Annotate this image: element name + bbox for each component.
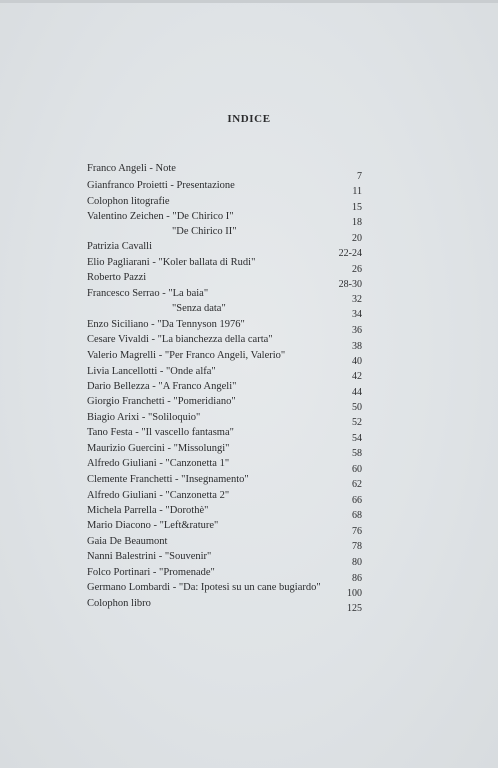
index-entry: Giorgio Franchetti - "Pomeridiano": [87, 396, 236, 407]
page-number: 50: [352, 402, 362, 413]
index-entry: Clemente Franchetti - "Insegnamento": [87, 474, 249, 485]
page-number: 26: [352, 264, 362, 275]
page-number: 125: [347, 603, 362, 614]
index-entry: "Senza data": [172, 303, 226, 314]
index-entry: Cesare Vivaldi - "La bianchezza della carta": [87, 334, 273, 345]
index-entry: Tano Festa - "Il vascello fantasma": [87, 427, 234, 438]
page-number: 78: [352, 541, 362, 552]
index-entry: Colophon libro: [87, 598, 151, 609]
page-number: 40: [352, 356, 362, 367]
index-entry: Maurizio Guercini - "Missolungi": [87, 443, 230, 454]
page-number: 52: [352, 417, 362, 428]
page-number: 28-30: [338, 279, 362, 290]
page-number: 32: [352, 294, 362, 305]
page-number: 38: [352, 341, 362, 352]
page-number: 86: [352, 573, 362, 584]
page-number: 18: [352, 217, 362, 228]
page-number: 60: [352, 464, 362, 475]
index-entry: Dario Bellezza - "A Franco Angeli": [87, 381, 237, 392]
index-entry: Gaia De Beaumont: [87, 536, 168, 547]
index-entry: Folco Portinari - "Promenade": [87, 567, 215, 578]
index-entry: Valerio Magrelli - "Per Franco Angeli, Valerio": [87, 350, 286, 361]
index-entry: Gianfranco Proietti - Presentazione: [87, 180, 235, 191]
page-number: 58: [352, 448, 362, 459]
page-number: 34: [352, 309, 362, 320]
index-entry: Elio Pagliarani - "Koler ballata di Rudi": [87, 257, 256, 268]
index-entry: Enzo Siciliano - "Da Tennyson 1976": [87, 319, 245, 330]
index-entry: Michela Parrella - "Dorothè": [87, 505, 209, 516]
index-entry: Colophon litografie: [87, 196, 170, 207]
page-number: 7: [357, 171, 362, 182]
page-number: 68: [352, 510, 362, 521]
page-top-edge: [0, 0, 498, 3]
page-number: 66: [352, 495, 362, 506]
page-number: 36: [352, 325, 362, 336]
page-number: 15: [352, 202, 362, 213]
page-number: 54: [352, 433, 362, 444]
index-entry: Francesco Serrao - "La baia": [87, 288, 209, 299]
index-entry: Valentino Zeichen - "De Chirico I": [87, 211, 234, 222]
page-number: 11: [352, 186, 362, 197]
page-number: 62: [352, 479, 362, 490]
page-number: 100: [347, 588, 362, 599]
page-number: 80: [352, 557, 362, 568]
page-number: 44: [352, 387, 362, 398]
page-number: 22-24: [338, 248, 362, 259]
index-entry: Nanni Balestrini - "Souvenir": [87, 551, 212, 562]
index-entry: Biagio Arixi - "Soliloquio": [87, 412, 201, 423]
index-entry: Alfredo Giuliani - "Canzonetta 2": [87, 490, 230, 501]
index-entry: Roberto Pazzi: [87, 272, 147, 283]
index-entry: "De Chirico II": [172, 226, 237, 237]
index-entry: Mario Diacono - "Left&rature": [87, 520, 219, 531]
page-number: 42: [352, 371, 362, 382]
index-entry: Alfredo Giuliani - "Canzonetta 1": [87, 458, 230, 469]
page-number: 76: [352, 526, 362, 537]
page-title: INDICE: [227, 113, 271, 125]
page-number: 20: [352, 233, 362, 244]
index-entry: Franco Angeli - Note: [87, 163, 176, 174]
index-entry: Germano Lombardi - "Da: Ipotesi su un cane bugiardo": [87, 582, 321, 593]
index-entry: Livia Lancellotti - "Onde alfa": [87, 366, 216, 377]
index-entry: Patrizia Cavalli: [87, 241, 153, 252]
